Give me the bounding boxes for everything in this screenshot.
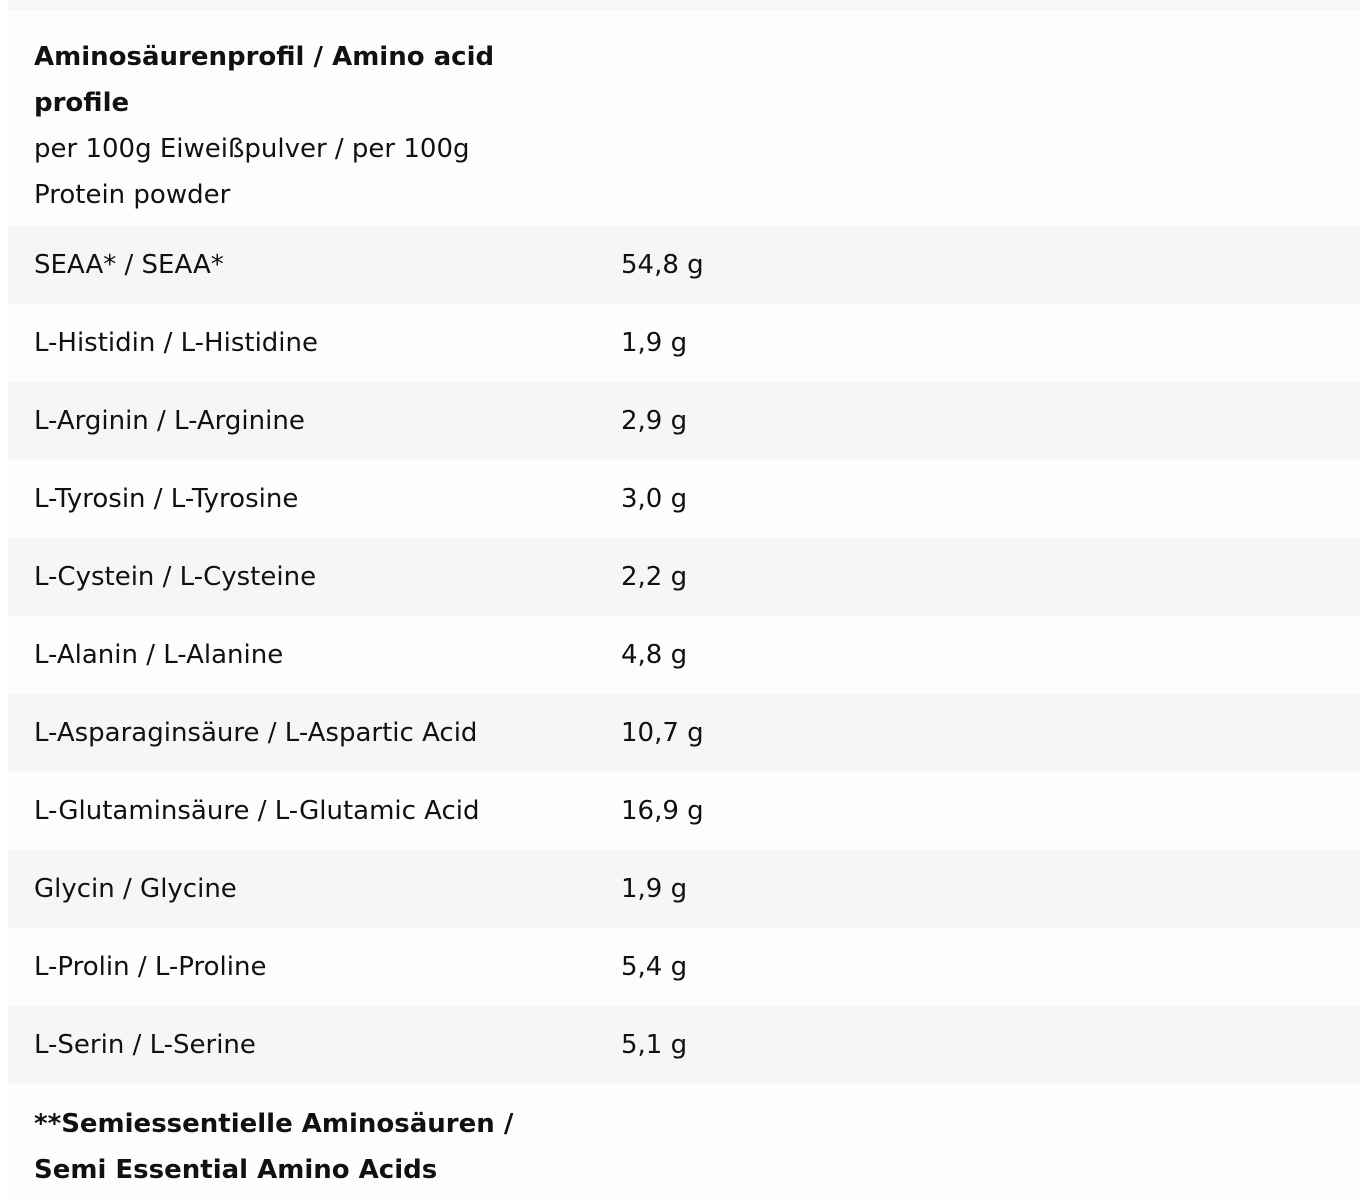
amino-acid-name: L-Glutaminsäure / L-Glutamic Acid xyxy=(34,796,480,826)
amino-acid-value: 4,8 g xyxy=(621,640,688,670)
amino-acid-name: L-Histidin / L-Histidine xyxy=(34,328,318,358)
amino-acid-name: L-Arginin / L-Arginine xyxy=(34,406,305,436)
semi-essential-note: **Semiessentielle Aminosäuren / Semi Essential Amino Acids xyxy=(34,1109,514,1185)
amino-acid-name: L-Asparaginsäure / L-Aspartic Acid xyxy=(34,718,478,748)
amino-acid-name: L-Serin / L-Serine xyxy=(34,1030,256,1060)
table-row xyxy=(8,226,1360,304)
amino-acid-value: 5,4 g xyxy=(621,952,688,982)
amino-acid-name: SEAA* / SEAA* xyxy=(34,250,224,280)
table-footer-row xyxy=(8,1084,1360,1202)
amino-acid-name: Glycin / Glycine xyxy=(34,874,237,904)
table-row xyxy=(8,772,1360,850)
amino-acid-value: 1,9 g xyxy=(621,874,688,904)
table-row xyxy=(8,538,1360,616)
amino-acid-name: L-Prolin / L-Proline xyxy=(34,952,267,982)
table-row xyxy=(8,460,1360,538)
table-row xyxy=(8,694,1360,772)
table-header-row xyxy=(8,10,1360,226)
table-subtitle: per 100g Eiweißpulver / per 100g Protein powder xyxy=(34,134,470,210)
amino-acid-value: 2,2 g xyxy=(621,562,688,592)
amino-acid-name: L-Cystein / L-Cysteine xyxy=(34,562,317,592)
amino-acid-value: 3,0 g xyxy=(621,484,688,514)
amino-acid-name: L-Alanin / L-Alanine xyxy=(34,640,284,670)
amino-acid-name: L-Tyrosin / L-Tyrosine xyxy=(34,484,299,514)
amino-acid-value: 5,1 g xyxy=(621,1030,688,1060)
table-row xyxy=(8,304,1360,382)
table-title: Aminosäurenprofil / Amino acid profile xyxy=(34,42,495,118)
amino-acid-value: 54,8 g xyxy=(621,250,704,280)
amino-acid-table xyxy=(8,0,1360,1202)
table-row xyxy=(8,1006,1360,1084)
amino-acid-value: 1,9 g xyxy=(621,328,688,358)
table-row xyxy=(8,850,1360,928)
amino-acid-value: 10,7 g xyxy=(621,718,704,748)
amino-acid-value: 2,9 g xyxy=(621,406,688,436)
table-row xyxy=(8,382,1360,460)
table-top-strip xyxy=(8,0,1360,10)
table-row xyxy=(8,616,1360,694)
amino-acid-value: 16,9 g xyxy=(621,796,704,826)
table-row xyxy=(8,928,1360,1006)
